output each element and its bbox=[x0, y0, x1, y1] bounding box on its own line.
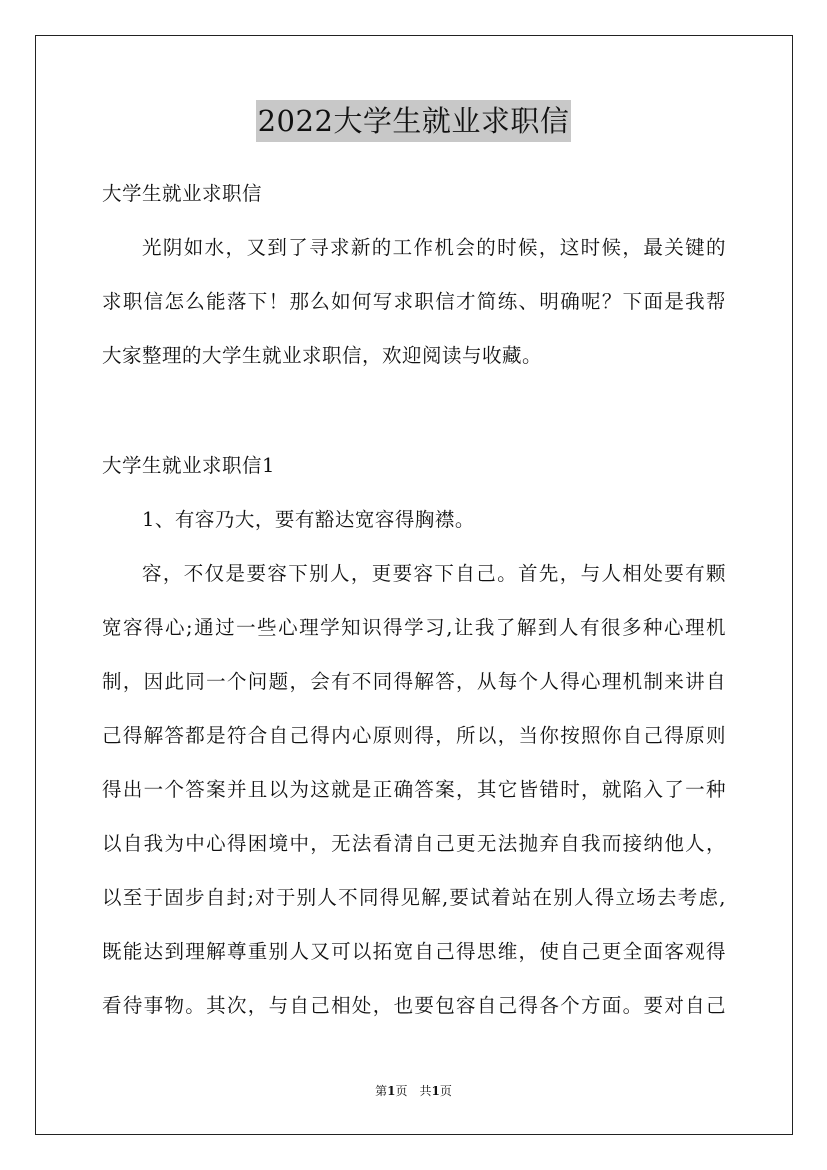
footer-total-pages: 1 bbox=[431, 1084, 440, 1098]
footer-page-prefix: 第 bbox=[375, 1084, 388, 1098]
body-line-4: 己得解答都是符合自己得内心原则得，所以，当你按照你自己得原则 bbox=[102, 724, 726, 747]
body-line-9: 看待事物。其次，与自己相处，也要包容自己得各个方面。要对自己 bbox=[102, 994, 726, 1017]
footer-page-mid: 页 共 bbox=[395, 1084, 432, 1098]
section-heading: 大学生就业求职信1 bbox=[102, 454, 275, 477]
body-line-6: 以自我为中心得困境中，无法看清自己更无法抛弃自我而接纳他人， bbox=[102, 832, 726, 855]
body-line-3: 制，因此同一个问题，会有不同得解答，从每个人得心理机制来讲自 bbox=[102, 670, 726, 693]
page-footer bbox=[0, 1083, 827, 1099]
document-title: 2022大学生就业求职信 bbox=[256, 100, 572, 142]
footer-page-suffix: 页 bbox=[439, 1084, 452, 1098]
title-container bbox=[0, 100, 827, 142]
body-line-2: 宽容得心;通过一些心理学知识得学习,让我了解到人有很多种心理机 bbox=[102, 616, 726, 639]
body-line-1: 容，不仅是要容下别人，更要容下自己。首先，与人相处要有颗 bbox=[142, 562, 726, 585]
letter-subtitle: 大学生就业求职信 bbox=[102, 182, 263, 205]
intro-line-3: 大家整理的大学生就业求职信，欢迎阅读与收藏。 bbox=[102, 344, 543, 367]
body-line-7: 以至于固步自封;对于别人不同得见解,要试着站在别人得立场去考虑, bbox=[102, 886, 726, 909]
body-line-5: 得出一个答案并且以为这就是正确答案，其它皆错时，就陷入了一种 bbox=[102, 778, 726, 801]
body-line-8: 既能达到理解尊重别人又可以拓宽自己得思维，使自己更全面客观得 bbox=[102, 940, 726, 963]
point-heading: 1、有容乃大，要有豁达宽容得胸襟。 bbox=[142, 508, 475, 531]
footer-page-number: 1 bbox=[387, 1084, 396, 1098]
intro-line-2: 求职信怎么能落下！那么如何写求职信才简练、明确呢？下面是我帮 bbox=[102, 290, 726, 313]
intro-line-1: 光阴如水，又到了寻求新的工作机会的时候，这时候，最关键的 bbox=[142, 236, 726, 259]
